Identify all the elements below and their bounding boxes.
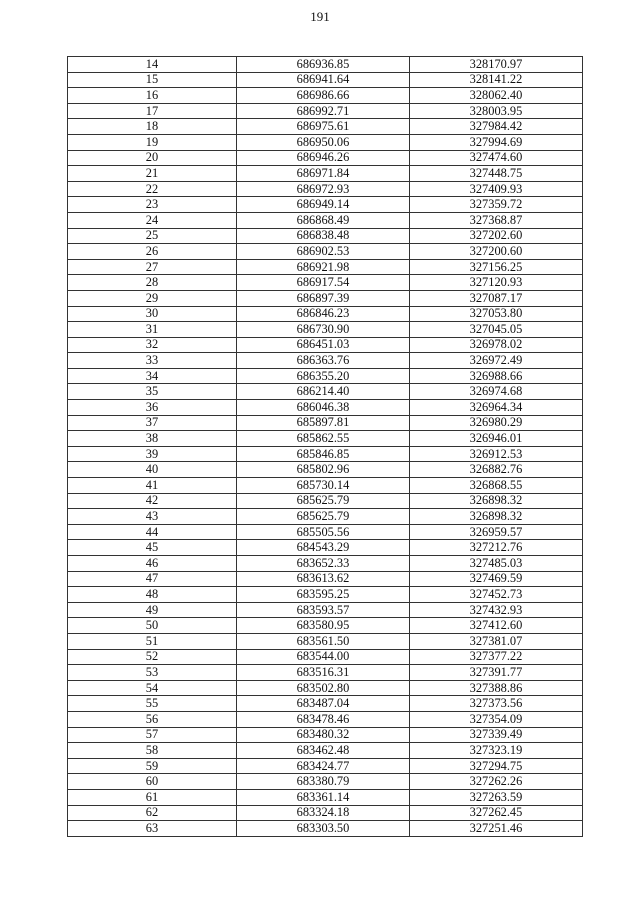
x-coordinate-cell: 683580.95 <box>237 618 410 634</box>
point-number-cell: 62 <box>68 805 237 821</box>
table-row <box>68 618 583 634</box>
y-coordinate-cell: 327485.03 <box>410 556 583 572</box>
point-number-cell: 54 <box>68 680 237 696</box>
x-coordinate-cell: 683561.50 <box>237 633 410 649</box>
table-row <box>68 197 583 213</box>
table-row <box>68 166 583 182</box>
y-coordinate-cell: 327262.26 <box>410 774 583 790</box>
y-coordinate-cell: 328062.40 <box>410 88 583 104</box>
x-coordinate-cell: 685846.85 <box>237 446 410 462</box>
point-number-cell: 60 <box>68 774 237 790</box>
x-coordinate-cell: 686975.61 <box>237 119 410 135</box>
point-number-cell: 19 <box>68 134 237 150</box>
x-coordinate-cell: 686897.39 <box>237 290 410 306</box>
x-coordinate-cell: 683613.62 <box>237 571 410 587</box>
x-coordinate-cell: 683480.32 <box>237 727 410 743</box>
point-number-cell: 15 <box>68 72 237 88</box>
point-number-cell: 55 <box>68 696 237 712</box>
table-row <box>68 696 583 712</box>
y-coordinate-cell: 327202.60 <box>410 228 583 244</box>
point-number-cell: 31 <box>68 322 237 338</box>
x-coordinate-cell: 683380.79 <box>237 774 410 790</box>
point-number-cell: 24 <box>68 212 237 228</box>
y-coordinate-cell: 327409.93 <box>410 181 583 197</box>
y-coordinate-cell: 327251.46 <box>410 821 583 837</box>
table-row <box>68 462 583 478</box>
table-row <box>68 556 583 572</box>
y-coordinate-cell: 326972.49 <box>410 353 583 369</box>
y-coordinate-cell: 327263.59 <box>410 789 583 805</box>
x-coordinate-cell: 686992.71 <box>237 103 410 119</box>
x-coordinate-cell: 685862.55 <box>237 431 410 447</box>
table-row <box>68 665 583 681</box>
y-coordinate-cell: 327377.22 <box>410 649 583 665</box>
table-row <box>68 306 583 322</box>
x-coordinate-cell: 686046.38 <box>237 400 410 416</box>
y-coordinate-cell: 326978.02 <box>410 337 583 353</box>
y-coordinate-cell: 327087.17 <box>410 290 583 306</box>
table-row <box>68 415 583 431</box>
x-coordinate-cell: 685802.96 <box>237 462 410 478</box>
table-row <box>68 509 583 525</box>
table-row <box>68 680 583 696</box>
table-row <box>68 540 583 556</box>
y-coordinate-cell: 326988.66 <box>410 368 583 384</box>
x-coordinate-cell: 686936.85 <box>237 57 410 73</box>
point-number-cell: 17 <box>68 103 237 119</box>
y-coordinate-cell: 327354.09 <box>410 711 583 727</box>
point-number-cell: 20 <box>68 150 237 166</box>
y-coordinate-cell: 327156.25 <box>410 259 583 275</box>
point-number-cell: 41 <box>68 478 237 494</box>
point-number-cell: 47 <box>68 571 237 587</box>
x-coordinate-cell: 686972.93 <box>237 181 410 197</box>
table-row <box>68 727 583 743</box>
point-number-cell: 37 <box>68 415 237 431</box>
y-coordinate-cell: 326959.57 <box>410 524 583 540</box>
point-number-cell: 34 <box>68 368 237 384</box>
y-coordinate-cell: 328003.95 <box>410 103 583 119</box>
point-number-cell: 46 <box>68 556 237 572</box>
y-coordinate-cell: 327053.80 <box>410 306 583 322</box>
x-coordinate-cell: 683502.80 <box>237 680 410 696</box>
y-coordinate-cell: 327120.93 <box>410 275 583 291</box>
table-row <box>68 493 583 509</box>
x-coordinate-cell: 683652.33 <box>237 556 410 572</box>
x-coordinate-cell: 685897.81 <box>237 415 410 431</box>
x-coordinate-cell: 686946.26 <box>237 150 410 166</box>
table-row <box>68 758 583 774</box>
coordinates-table <box>67 56 583 837</box>
table-row <box>68 337 583 353</box>
x-coordinate-cell: 686971.84 <box>237 166 410 182</box>
table-row <box>68 353 583 369</box>
point-number-cell: 25 <box>68 228 237 244</box>
table-row <box>68 103 583 119</box>
point-number-cell: 48 <box>68 587 237 603</box>
point-number-cell: 43 <box>68 509 237 525</box>
x-coordinate-cell: 686917.54 <box>237 275 410 291</box>
x-coordinate-cell: 685625.79 <box>237 493 410 509</box>
x-coordinate-cell: 683361.14 <box>237 789 410 805</box>
point-number-cell: 27 <box>68 259 237 275</box>
table-row <box>68 212 583 228</box>
x-coordinate-cell: 683487.04 <box>237 696 410 712</box>
y-coordinate-cell: 326964.34 <box>410 400 583 416</box>
y-coordinate-cell: 326868.55 <box>410 478 583 494</box>
x-coordinate-cell: 686902.53 <box>237 244 410 260</box>
table-row <box>68 571 583 587</box>
y-coordinate-cell: 327200.60 <box>410 244 583 260</box>
table-row <box>68 400 583 416</box>
table-row <box>68 244 583 260</box>
x-coordinate-cell: 686921.98 <box>237 259 410 275</box>
table-row <box>68 384 583 400</box>
point-number-cell: 36 <box>68 400 237 416</box>
table-row <box>68 805 583 821</box>
table-row <box>68 259 583 275</box>
y-coordinate-cell: 327994.69 <box>410 134 583 150</box>
coordinates-table-body <box>68 57 583 837</box>
point-number-cell: 16 <box>68 88 237 104</box>
y-coordinate-cell: 327359.72 <box>410 197 583 213</box>
table-row <box>68 181 583 197</box>
x-coordinate-cell: 685625.79 <box>237 509 410 525</box>
y-coordinate-cell: 327368.87 <box>410 212 583 228</box>
point-number-cell: 53 <box>68 665 237 681</box>
point-number-cell: 23 <box>68 197 237 213</box>
table-row <box>68 119 583 135</box>
point-number-cell: 30 <box>68 306 237 322</box>
x-coordinate-cell: 683593.57 <box>237 602 410 618</box>
table-row <box>68 446 583 462</box>
x-coordinate-cell: 686838.48 <box>237 228 410 244</box>
y-coordinate-cell: 327984.42 <box>410 119 583 135</box>
table-row <box>68 134 583 150</box>
point-number-cell: 35 <box>68 384 237 400</box>
point-number-cell: 56 <box>68 711 237 727</box>
point-number-cell: 42 <box>68 493 237 509</box>
point-number-cell: 26 <box>68 244 237 260</box>
point-number-cell: 38 <box>68 431 237 447</box>
table-row <box>68 431 583 447</box>
y-coordinate-cell: 327045.05 <box>410 322 583 338</box>
point-number-cell: 33 <box>68 353 237 369</box>
y-coordinate-cell: 328170.97 <box>410 57 583 73</box>
point-number-cell: 39 <box>68 446 237 462</box>
table-row <box>68 711 583 727</box>
y-coordinate-cell: 326882.76 <box>410 462 583 478</box>
point-number-cell: 22 <box>68 181 237 197</box>
point-number-cell: 32 <box>68 337 237 353</box>
x-coordinate-cell: 684543.29 <box>237 540 410 556</box>
y-coordinate-cell: 327432.93 <box>410 602 583 618</box>
y-coordinate-cell: 327373.56 <box>410 696 583 712</box>
x-coordinate-cell: 686868.49 <box>237 212 410 228</box>
point-number-cell: 44 <box>68 524 237 540</box>
y-coordinate-cell: 328141.22 <box>410 72 583 88</box>
y-coordinate-cell: 327381.07 <box>410 633 583 649</box>
y-coordinate-cell: 327212.76 <box>410 540 583 556</box>
y-coordinate-cell: 327294.75 <box>410 758 583 774</box>
point-number-cell: 49 <box>68 602 237 618</box>
x-coordinate-cell: 683303.50 <box>237 821 410 837</box>
y-coordinate-cell: 326898.32 <box>410 509 583 525</box>
x-coordinate-cell: 683516.31 <box>237 665 410 681</box>
point-number-cell: 52 <box>68 649 237 665</box>
x-coordinate-cell: 683424.77 <box>237 758 410 774</box>
y-coordinate-cell: 327388.86 <box>410 680 583 696</box>
table-row <box>68 478 583 494</box>
y-coordinate-cell: 327474.60 <box>410 150 583 166</box>
table-row <box>68 57 583 73</box>
point-number-cell: 14 <box>68 57 237 73</box>
table-row <box>68 821 583 837</box>
x-coordinate-cell: 686949.14 <box>237 197 410 213</box>
x-coordinate-cell: 686846.23 <box>237 306 410 322</box>
page-number: 191 <box>310 9 330 24</box>
table-row <box>68 322 583 338</box>
x-coordinate-cell: 683595.25 <box>237 587 410 603</box>
table-row <box>68 368 583 384</box>
x-coordinate-cell: 686950.06 <box>237 134 410 150</box>
table-row <box>68 228 583 244</box>
x-coordinate-cell: 686451.03 <box>237 337 410 353</box>
point-number-cell: 58 <box>68 743 237 759</box>
x-coordinate-cell: 683478.46 <box>237 711 410 727</box>
table-row <box>68 275 583 291</box>
point-number-cell: 45 <box>68 540 237 556</box>
y-coordinate-cell: 327452.73 <box>410 587 583 603</box>
point-number-cell: 18 <box>68 119 237 135</box>
y-coordinate-cell: 326912.53 <box>410 446 583 462</box>
x-coordinate-cell: 686986.66 <box>237 88 410 104</box>
table-row <box>68 602 583 618</box>
point-number-cell: 40 <box>68 462 237 478</box>
point-number-cell: 28 <box>68 275 237 291</box>
y-coordinate-cell: 327339.49 <box>410 727 583 743</box>
point-number-cell: 50 <box>68 618 237 634</box>
x-coordinate-cell: 686941.64 <box>237 72 410 88</box>
y-coordinate-cell: 327412.60 <box>410 618 583 634</box>
y-coordinate-cell: 326898.32 <box>410 493 583 509</box>
point-number-cell: 29 <box>68 290 237 306</box>
y-coordinate-cell: 327469.59 <box>410 571 583 587</box>
point-number-cell: 63 <box>68 821 237 837</box>
x-coordinate-cell: 683544.00 <box>237 649 410 665</box>
table-row <box>68 774 583 790</box>
y-coordinate-cell: 327391.77 <box>410 665 583 681</box>
table-row <box>68 633 583 649</box>
point-number-cell: 21 <box>68 166 237 182</box>
x-coordinate-cell: 686730.90 <box>237 322 410 338</box>
y-coordinate-cell: 326974.68 <box>410 384 583 400</box>
y-coordinate-cell: 327448.75 <box>410 166 583 182</box>
table-row <box>68 72 583 88</box>
table-row <box>68 290 583 306</box>
table-row <box>68 743 583 759</box>
y-coordinate-cell: 326946.01 <box>410 431 583 447</box>
table-row <box>68 789 583 805</box>
x-coordinate-cell: 686363.76 <box>237 353 410 369</box>
point-number-cell: 57 <box>68 727 237 743</box>
table-row <box>68 524 583 540</box>
x-coordinate-cell: 686214.40 <box>237 384 410 400</box>
y-coordinate-cell: 326980.29 <box>410 415 583 431</box>
x-coordinate-cell: 686355.20 <box>237 368 410 384</box>
table-row <box>68 88 583 104</box>
y-coordinate-cell: 327262.45 <box>410 805 583 821</box>
table-row <box>68 150 583 166</box>
table-row <box>68 649 583 665</box>
y-coordinate-cell: 327323.19 <box>410 743 583 759</box>
point-number-cell: 61 <box>68 789 237 805</box>
table-row <box>68 587 583 603</box>
x-coordinate-cell: 683462.48 <box>237 743 410 759</box>
x-coordinate-cell: 685730.14 <box>237 478 410 494</box>
x-coordinate-cell: 683324.18 <box>237 805 410 821</box>
point-number-cell: 59 <box>68 758 237 774</box>
point-number-cell: 51 <box>68 633 237 649</box>
x-coordinate-cell: 685505.56 <box>237 524 410 540</box>
